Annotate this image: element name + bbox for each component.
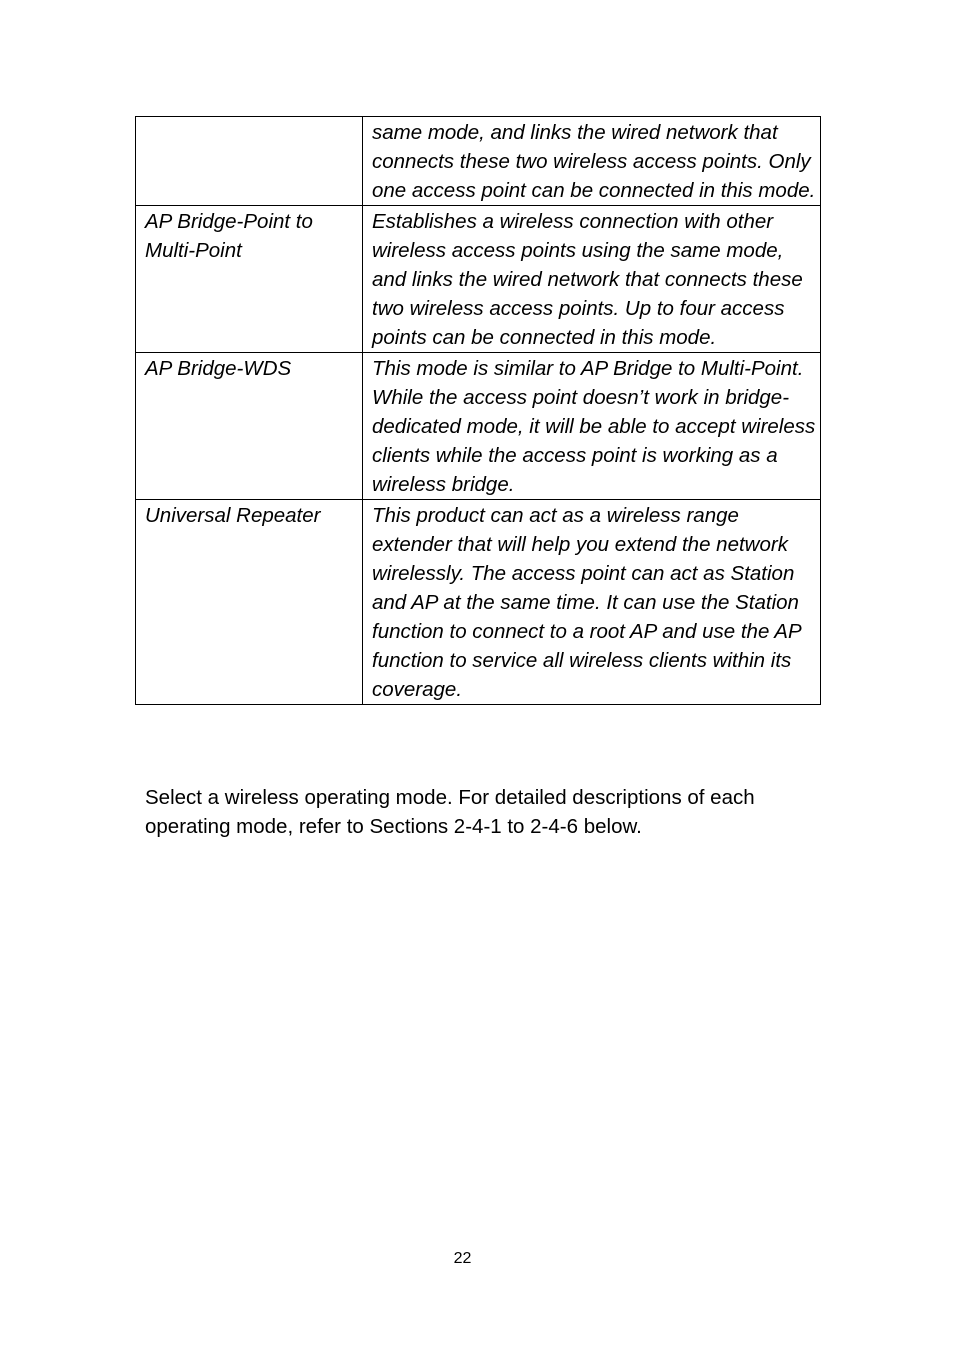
mode-name-cell: Universal Repeater (136, 500, 363, 705)
table-row (136, 353, 821, 500)
mode-description-cell: same mode, and links the wired network that connects these two wireless access points. Only one access point can be connected in this mode. (363, 117, 821, 206)
table-row (136, 206, 821, 353)
mode-description-cell: This product can act as a wireless range extender that will help you extend the network wirelessly. The access point can act as Station and AP at the same time. It can use the Station function to connect to a root AP and use the AP function to service all wireless clients within its coverage. (363, 500, 821, 705)
table-row (136, 117, 821, 206)
table-row (136, 500, 821, 705)
operating-modes-table (135, 116, 821, 705)
mode-description-cell: This mode is similar to AP Bridge to Multi-Point. While the access point doesn’t work in bridge-dedicated mode, it will be able to accept wireless clients while the access point is working as a wireless bridge. (363, 353, 821, 500)
mode-name-cell: AP Bridge-Point to Multi-Point (136, 206, 363, 353)
mode-name-cell: AP Bridge-WDS (136, 353, 363, 500)
page-number: 22 (453, 1250, 472, 1267)
mode-description-cell: Establishes a wireless connection with other wireless access points using the same mode, and links the wired network that connects these two wireless access points. Up to four access points can be connected in this mode. (363, 206, 821, 353)
instruction-paragraph: Select a wireless operating mode. For detailed descriptions of each operating mode, refer to Sections 2-4-1 to 2-4-6 below. (145, 786, 755, 838)
mode-name-cell (136, 117, 363, 206)
